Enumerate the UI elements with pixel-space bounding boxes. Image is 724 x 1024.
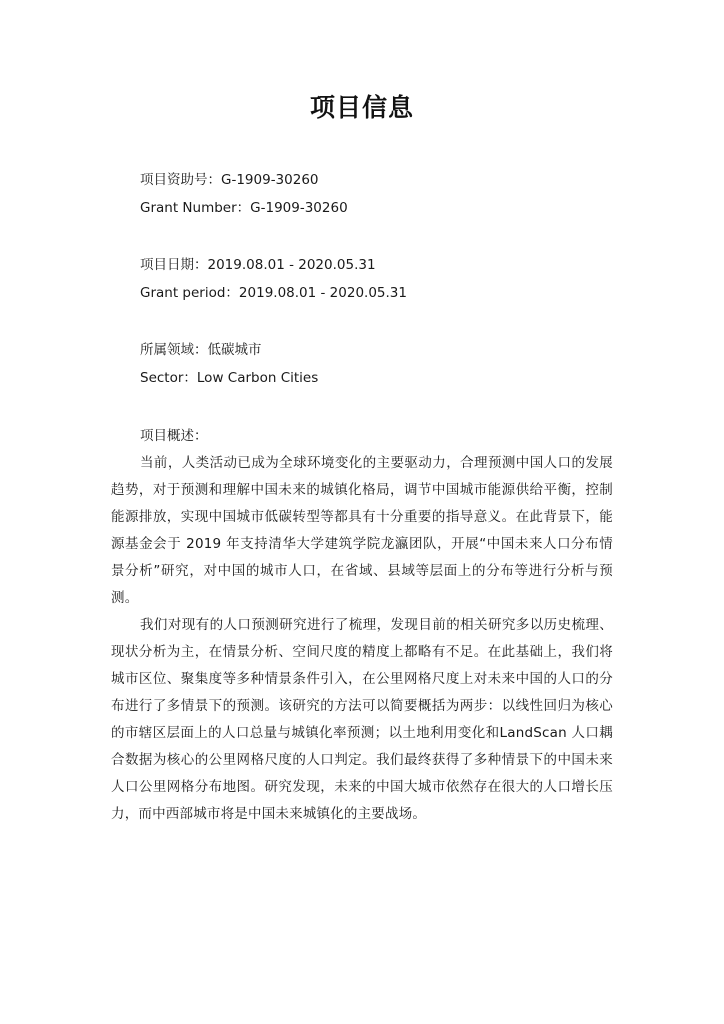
- summary-label: 项目概述：: [140, 428, 208, 444]
- page-title: 项目信息: [309, 93, 414, 122]
- sector-en: Sector：Low Carbon Cities: [140, 370, 319, 386]
- grant-period-cn: 项目日期：2019.08.01 - 2020.05.31: [140, 257, 376, 273]
- summary-paragraph-2: 我们对现有的人口预测研究进行了梳理，发现目前的相关研究多以历史梳理、现状分析为主，在情景分析、空间尺度的精度上都略有不足。在此基础上，我们将城市区位、聚集度等多种情景条件引入，在公里网格尺度上对未来中国的人口的分布进行了多情景下的预测。该研究的方法可以简要概括为两步：以线性回归为核心的市辖区层面上的人口总量与城镇化率预测；以土地利用变化和LandScan 人口耦合数据为核心的公里网格尺度的人口判定。我们最终获得了多种情景下的中国未来人口公里网格分布地图。研究发现，未来的中国大城市依然存在很大的人口增长压力，而中西部城市将是中国未来城镇化的主要战场。: [111, 617, 613, 822]
- grant-period-en: Grant period：2019.08.01 - 2020.05.31: [140, 285, 407, 301]
- grant-number-cn: 项目资助号：G-1909-30260: [140, 172, 319, 188]
- summary-body: [111, 450, 613, 828]
- summary-paragraph-1: 当前，人类活动已成为全球环境变化的主要驱动力，合理预测中国人口的发展趋势，对于预测和理解中国未来的城镇化格局，调节中国城市能源供给平衡，控制能源排放，实现中国城市低碳转型等都具有十分重要的指导意义。在此背景下，能源基金会于 2019 年支持清华大学建筑学院龙瀛团队，开展“中国未来人口分布情景分析”研究，对中国的城市人口，在省域、县域等层面上的分布等进行分析与预测。: [111, 455, 613, 606]
- sector-cn: 所属领域：低碳城市: [140, 342, 262, 358]
- grant-number-en: Grant Number：G-1909-30260: [140, 200, 348, 216]
